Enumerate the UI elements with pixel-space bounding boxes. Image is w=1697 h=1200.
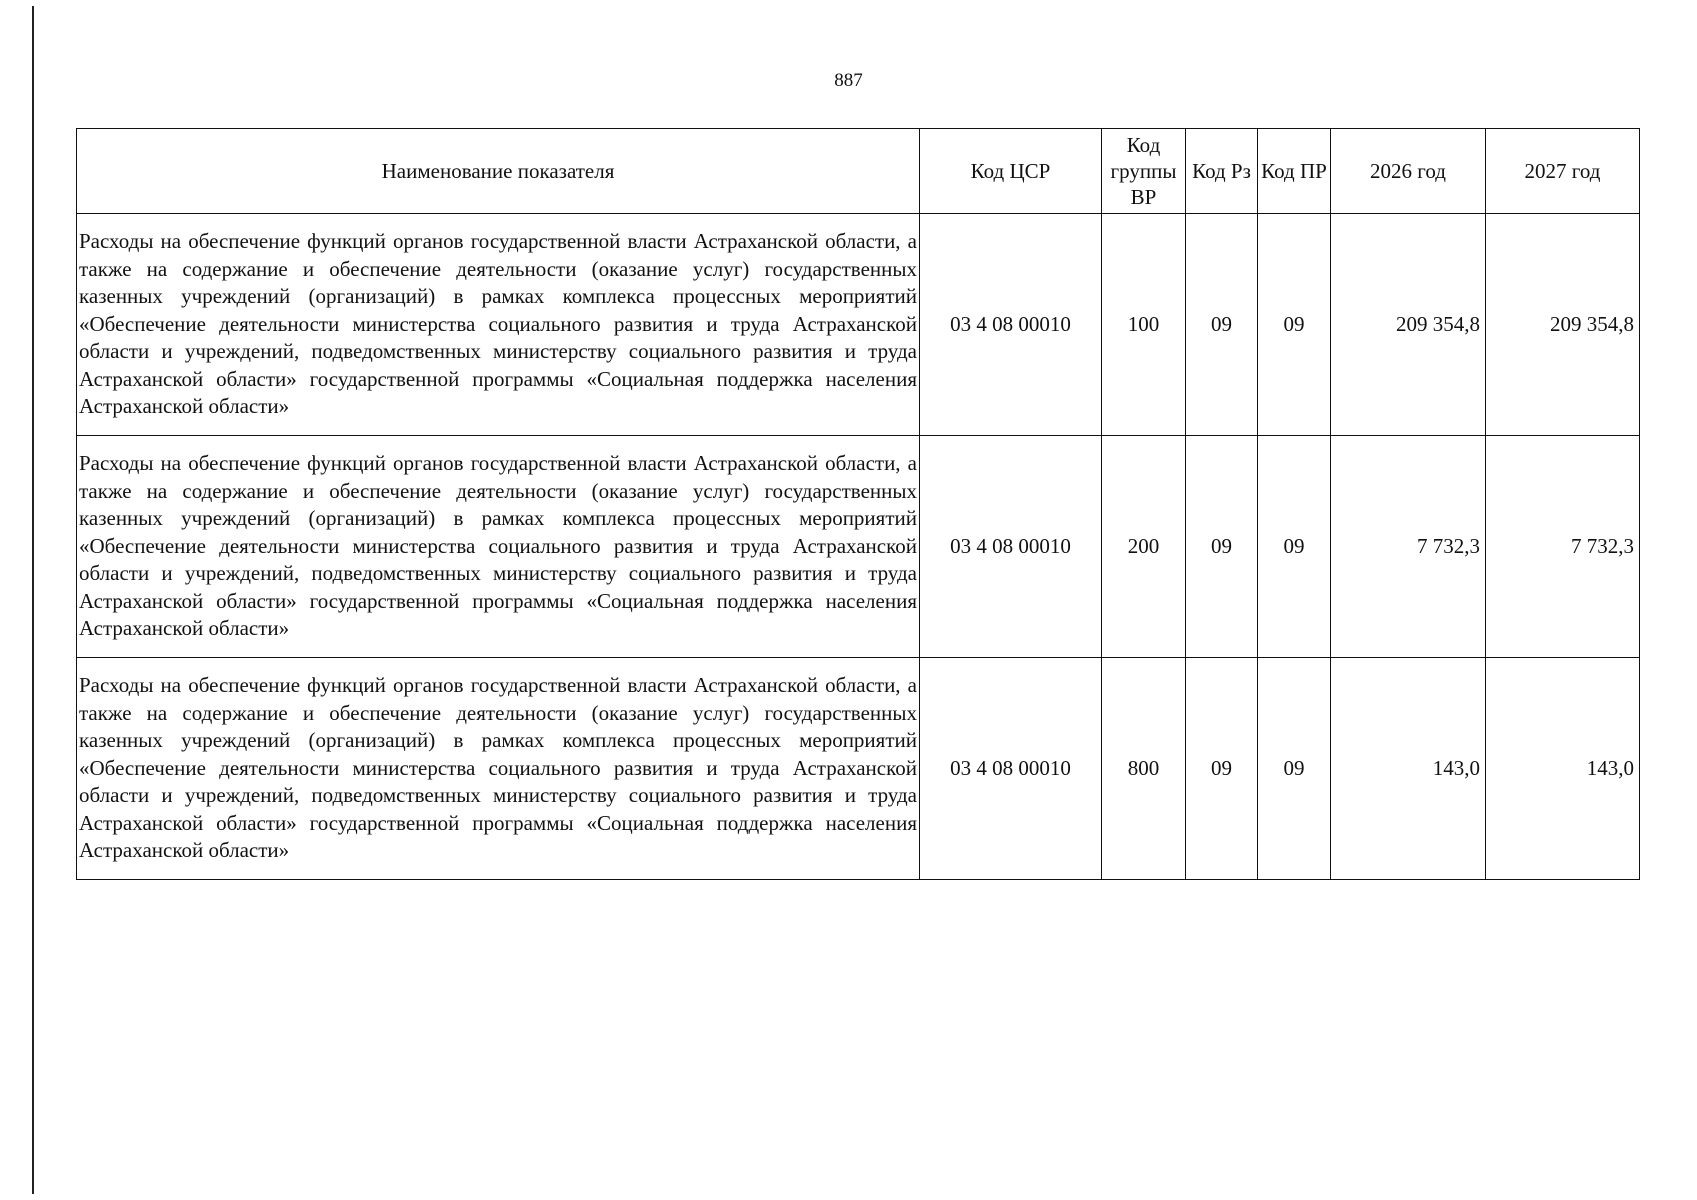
cell-name: Расходы на обеспечение функций органов государственной власти Астраханской области, а также на содержание и обеспечение деятельности (оказание услуг) государственных казенных учреждений (организаций) в рамках комплекса процессных мероприятий «Обеспечение деятельности министерства социального развития и труда Астраханской области и учреждений, подведомственных министерству социального развития и труда Астраханской области» государственной программы «Социальная поддержка населения Астраханской области»: [77, 214, 920, 436]
cell-rz-code: 09: [1186, 214, 1258, 436]
cell-rz-code: 09: [1186, 658, 1258, 880]
cell-name: Расходы на обеспечение функций органов государственной власти Астраханской области, а также на содержание и обеспечение деятельности (оказание услуг) государственных казенных учреждений (организаций) в рамках комплекса процессных мероприятий «Обеспечение деятельности министерства социального развития и труда Астраханской области и учреждений, подведомственных министерству социального развития и труда Астраханской области» государственной программы «Социальная поддержка населения Астраханской области»: [77, 436, 920, 658]
cell-amount-2027: 7 732,3: [1486, 436, 1640, 658]
header-rz-code: Код Рз: [1186, 129, 1258, 214]
cell-amount-2026: 143,0: [1331, 658, 1486, 880]
cell-vr-code: 100: [1102, 214, 1186, 436]
cell-name: Расходы на обеспечение функций органов государственной власти Астраханской области, а также на содержание и обеспечение деятельности (оказание услуг) государственных казенных учреждений (организаций) в рамках комплекса процессных мероприятий «Обеспечение деятельности министерства социального развития и труда Астраханской области и учреждений, подведомственных министерству социального развития и труда Астраханской области» государственной программы «Социальная поддержка населения Астраханской области»: [77, 658, 920, 880]
table-row: [77, 214, 1640, 436]
page-number: 887: [834, 70, 863, 91]
cell-csr-code: 03 4 08 00010: [920, 214, 1102, 436]
header-csr-code: Код ЦСР: [920, 129, 1102, 214]
budget-table: [76, 128, 1640, 880]
cell-csr-code: 03 4 08 00010: [920, 658, 1102, 880]
cell-rz-code: 09: [1186, 436, 1258, 658]
cell-amount-2027: 143,0: [1486, 658, 1640, 880]
cell-csr-code: 03 4 08 00010: [920, 436, 1102, 658]
cell-amount-2027: 209 354,8: [1486, 214, 1640, 436]
cell-vr-code: 800: [1102, 658, 1186, 880]
cell-pr-code: 09: [1258, 436, 1331, 658]
header-vr-code: Код группы ВР: [1102, 129, 1186, 214]
cell-pr-code: 09: [1258, 658, 1331, 880]
cell-amount-2026: 209 354,8: [1331, 214, 1486, 436]
header-name: Наименование показателя: [77, 129, 920, 214]
cell-amount-2026: 7 732,3: [1331, 436, 1486, 658]
table-row: [77, 436, 1640, 658]
header-pr-code: Код ПР: [1258, 129, 1331, 214]
header-year-2027: 2027 год: [1486, 129, 1640, 214]
scan-edge-line: [32, 6, 34, 1194]
header-year-2026: 2026 год: [1331, 129, 1486, 214]
cell-pr-code: 09: [1258, 214, 1331, 436]
cell-vr-code: 200: [1102, 436, 1186, 658]
table-row: [77, 658, 1640, 880]
header-row: [77, 129, 1640, 214]
